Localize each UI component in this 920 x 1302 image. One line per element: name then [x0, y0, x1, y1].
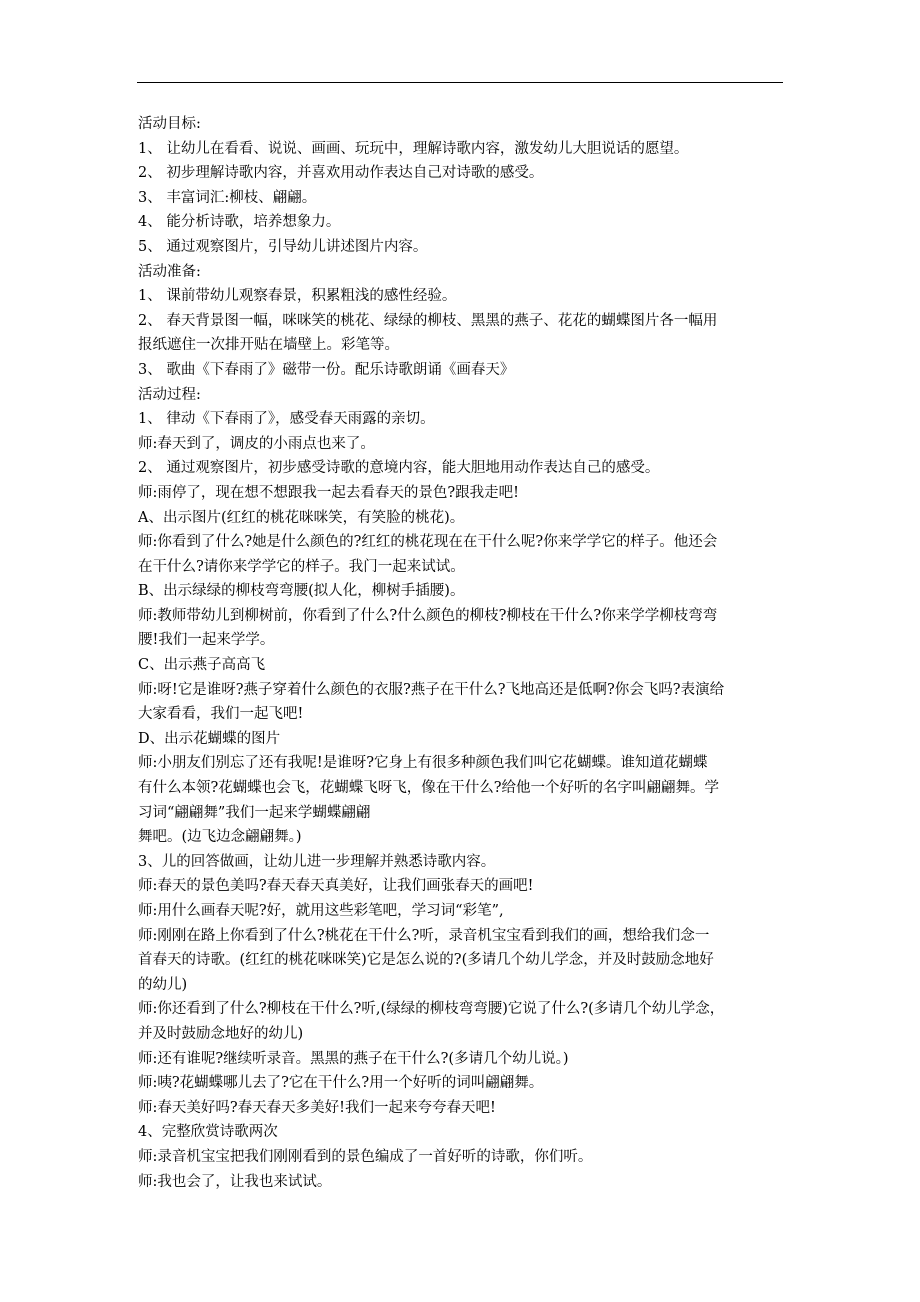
text-line: 师:雨停了，现在想不想跟我一起去看春天的景色?跟我走吧! — [138, 484, 519, 501]
text-line: 师:咦?花蝴蝶哪儿去了?它在干什么?用一个好听的词叫翩翩舞。 — [138, 1075, 544, 1092]
text-line: 师:录音机宝宝把我们刚刚看到的景色编成了一首好听的诗歌，你们听。 — [138, 1148, 593, 1165]
text-line: 师:呀!它是谁呀?燕子穿着什么颜色的衣服?燕子在干什么?飞地高还是低啊?你会飞吗?表演给 — [138, 681, 725, 698]
text-line: A、出示图片(红红的桃花咪咪笑，有笑脸的桃花)。 — [138, 509, 465, 526]
text-line: D、出示花蝴蝶的图片 — [138, 730, 281, 747]
text-line: 有什么本领?花蝴蝶也会飞，花蝴蝶飞呀飞，像在干什么?给他一个好听的名字叫翩翩舞。学 — [138, 780, 720, 797]
text-line: 3、 丰富词汇:柳枝、翩翩。 — [138, 189, 317, 206]
document-body — [138, 112, 788, 1194]
text-line: 腰!我们一起来学学。 — [138, 632, 275, 649]
text-line: C、出示燕子高高飞 — [138, 657, 266, 674]
text-line: 1、 让幼儿在看看、说说、画画、玩玩中，理解诗歌内容，激发幼儿大胆说话的愿望。 — [138, 140, 689, 157]
text-line: 师:春天美好吗?春天春天多美好!我们一起来夸夸春天吧! — [138, 1099, 496, 1116]
text-line: 师:你还看到了什么?柳枝在干什么?听,(绿绿的柳枝弯弯腰)它说了什么?(多请几个幼儿学念， — [138, 1001, 725, 1018]
text-line: 2、 初步理解诗歌内容，并喜欢用动作表达自己对诗歌的感受。 — [138, 165, 544, 182]
text-line: 舞吧。(边飞边念翩翩舞。) — [138, 829, 302, 846]
text-line: 2、 春天背景图一幅，咪咪笑的桃花、绿绿的柳枝、黑黑的燕子、花花的蝴蝶图片各一幅用 — [138, 312, 718, 329]
text-line: 师:用什么画春天呢?好，就用这些彩笔吧，学习词“彩笔”, — [138, 903, 504, 919]
text-line: 在干什么?请你来学学它的样子。我门一起来试试。 — [138, 558, 465, 575]
text-line: 4、 能分析诗歌，培养想象力。 — [138, 214, 341, 231]
text-line: 师:你看到了什么?她是什么颜色的?红红的桃花现在在干什么呢?你来学学它的样子。他还会 — [138, 534, 718, 551]
text-line: 5、 通过观察图片，引导幼儿讲述图片内容。 — [138, 238, 428, 255]
text-line: 活动过程: — [138, 386, 201, 403]
text-line: 2、 通过观察图片，初步感受诗歌的意境内容，能大胆地用动作表达自己的感受。 — [138, 460, 660, 477]
header-rule — [137, 82, 783, 83]
text-line: 师:小朋友们别忘了还有我呢!是谁呀?它身上有很多种颜色我们叫它花蝴蝶。谁知道花蝴蝶 — [138, 755, 708, 772]
text-line: 师:刚刚在路上你看到了什么?桃花在干什么?听，录音机宝宝看到我们的画，想给我们念一 — [138, 927, 710, 944]
text-line: 的幼儿) — [138, 976, 188, 993]
text-line: 师:教师带幼儿到柳树前，你看到了什么?什么颜色的柳枝?柳枝在干什么?你来学学柳枝弯弯 — [138, 607, 718, 624]
text-line: 师:我也会了，让我也来试试。 — [138, 1173, 332, 1190]
text-line: 3、儿的回答做画，让幼儿进一步理解并熟悉诗歌内容。 — [138, 853, 496, 870]
text-line: 首春天的诗歌。(红红的桃花咪咪笑)它是怎么说的?(多请几个幼儿学念，并及时鼓励念地好 — [138, 952, 714, 969]
text-line: 活动目标: — [138, 116, 201, 132]
text-line: B、出示绿绿的柳枝弯弯腰(拟人化，柳树手插腰)。 — [138, 583, 465, 600]
text-line: 习词“翩翩舞”我们一起来学蝴蝶翩翩 — [138, 804, 371, 821]
text-line: 3、 歌曲《下春雨了》磁带一份。配乐诗歌朗诵《画春天》 — [138, 361, 515, 378]
text-line: 师:春天的景色美吗?春天春天真美好，让我们画张春天的画吧! — [138, 878, 534, 895]
text-line: 1、 课前带幼儿观察春景，积累粗浅的感性经验。 — [138, 288, 457, 305]
text-line: 1、 律动《下春雨了》，感受春天雨露的亲切。 — [138, 411, 435, 428]
text-line: 活动准备: — [138, 263, 201, 280]
text-line: 师:春天到了，调皮的小雨点也来了。 — [138, 435, 375, 452]
text-line: 师:还有谁呢?继续听录音。黑黑的燕子在干什么?(多请几个幼儿说。) — [138, 1050, 569, 1067]
text-line: 大家看看，我们一起飞吧! — [138, 706, 304, 723]
text-line: 报纸遮住一次排开贴在墙壁上。彩笔等。 — [138, 337, 399, 354]
text-line: 并及时鼓励念地好的幼儿) — [138, 1025, 304, 1042]
text-line: 4、完整欣赏诗歌两次 — [138, 1124, 278, 1141]
